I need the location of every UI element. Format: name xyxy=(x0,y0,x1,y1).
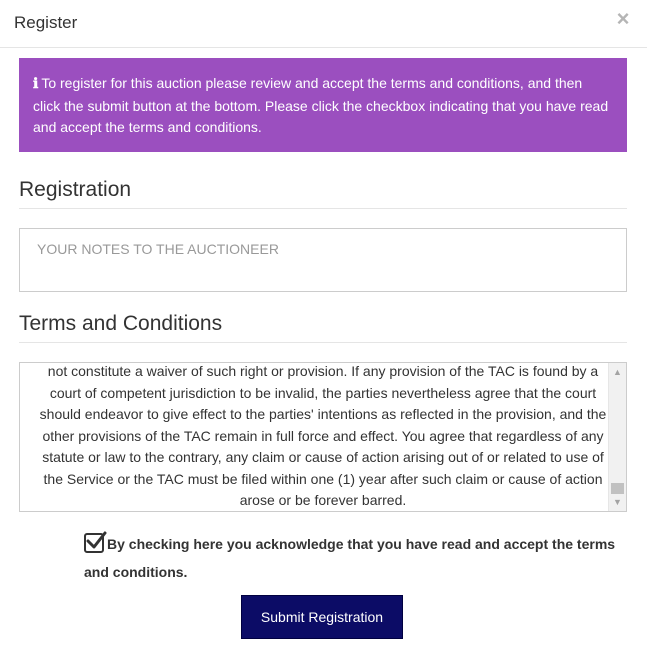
scroll-down-arrow-icon[interactable]: ▼ xyxy=(613,497,622,507)
info-alert xyxy=(19,58,627,152)
close-icon[interactable]: × xyxy=(616,6,630,31)
acknowledge-row xyxy=(84,530,624,586)
accept-terms-checkbox[interactable] xyxy=(84,533,104,553)
terms-scroll-box[interactable] xyxy=(19,362,627,512)
scroll-thumb[interactable] xyxy=(611,483,624,494)
terms-text: not constitute a waiver of such right or provision. If any provision of the TAC is found by a court of competent jurisdiction to be invalid, the parties nevertheless agree that the court should endeavor to give effect to the parties' intentions as reflected in the provision, and the other provisions of the TAC remain in full force and effect. You agree that regardless of any statute or law to the contrary, any claim or cause of action arising out of or related to use of the Service or the TAC must be filed within one (1) year after such claim or cause of action arose or be forever barred. xyxy=(39,363,607,508)
submit-registration-button[interactable]: Submit Registration xyxy=(241,595,403,639)
terms-scrollbar[interactable] xyxy=(608,363,626,511)
acknowledge-label: By checking here you acknowledge that you have read and accept the terms and conditions. xyxy=(84,536,616,580)
alert-message: To register for this auction please review and accept the terms and conditions, and then click the submit button at the bottom. Please click the checkbox indicating that you have read and accept the terms and conditions. xyxy=(33,75,609,135)
registration-heading: Registration xyxy=(19,178,627,209)
modal-header xyxy=(0,0,647,48)
auctioneer-notes-input[interactable] xyxy=(19,228,627,292)
scroll-up-arrow-icon[interactable]: ▲ xyxy=(613,367,622,377)
terms-heading: Terms and Conditions xyxy=(19,312,627,343)
modal-title: Register xyxy=(14,13,78,32)
checkmark-icon xyxy=(85,530,107,552)
info-icon: ℹ xyxy=(33,76,39,92)
